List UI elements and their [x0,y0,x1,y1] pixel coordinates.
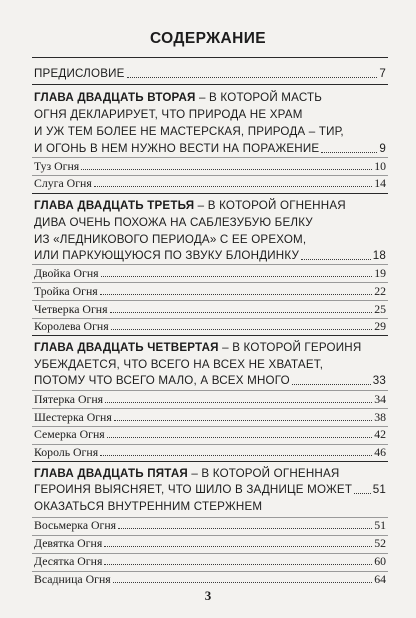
entry-label: Тройка Огня [34,284,98,298]
chapter-desc: И ОГОНЬ В НЕМ НУЖНО ВЕСТИ НА ПОРАЖЕНИЕ [34,142,320,155]
entry-page: 22 [374,284,386,298]
chapter-desc: И УЖ ТЕМ БОЛЕЕ НЕ МАСТЕРСКАЯ, ПРИРОДА – ТИР, [34,125,344,138]
entry-page: 51 [374,518,386,532]
toc-entry[interactable] [34,551,386,568]
dot-leader [101,276,373,277]
entry-label: Двойка Огня [34,266,99,280]
chapter-title: ГЛАВА ДВАДЦАТЬ ВТОРАЯ [34,91,196,104]
entry-label: Всадница Огня [34,572,111,586]
entry-page: 64 [374,572,386,586]
section-rule [32,193,388,194]
toc-entry[interactable] [34,569,386,586]
toc-entry[interactable] [34,156,386,173]
toc-entry[interactable] [34,424,386,441]
entry-page: 33 [372,374,386,387]
entry-label: Десятка Огня [34,554,103,568]
chapter-desc: ИЛИ ПАРКУЮЩУЮСЯ ПО ЗВУКУ БЛОНДИНКУ [34,249,300,262]
toc-entry[interactable] [34,533,386,550]
entry-page: 52 [374,536,386,550]
dot-leader [321,152,377,153]
dot-leader [111,329,373,330]
section-rule [32,335,388,336]
chapter-title: ГЛАВА ДВАДЦАТЬ ПЯТАЯ [34,467,188,480]
entry-label: Семерка Огня [34,427,105,441]
entry-label: Королева Огня [34,319,109,333]
toc-entry[interactable] [34,299,386,316]
entry-label: Туз Огня [34,159,80,173]
section-rule [32,84,388,85]
entry-page: 42 [374,427,386,441]
dot-leader [110,312,373,313]
entry-page: 60 [374,554,386,568]
toc-entry-preface[interactable] [34,64,386,81]
dot-leader [114,420,372,421]
dot-leader [127,77,378,78]
toc-entry-ch24[interactable] [34,371,386,388]
dot-leader [301,259,371,260]
page-title: СОДЕРЖАНИЕ [149,30,267,47]
entry-page: 9 [379,142,386,155]
toc-entry[interactable] [34,515,386,532]
chapter-desc: – В КОТОРОЙ ОГНЕННАЯ [187,467,340,480]
chapter-desc: УБЕЖДАЕТСЯ, ЧТО ВСЕГО НА ВСЕХ НЕ ХВАТАЕТ, [34,358,324,371]
chapter-desc: ДИВА ОЧЕНЬ ПОХОЖА НА САБЛЕЗУБУЮ БЕЛКУ [34,216,313,229]
dot-leader [118,528,372,529]
section-rule [32,461,388,462]
dot-leader [107,437,373,438]
toc-entry-ch22[interactable] [34,139,386,156]
entry-page: 38 [374,410,386,424]
entry-label: Четверка Огня [34,302,108,316]
dot-leader [94,186,372,187]
chapter-desc: ОГНЯ ДЕКЛАРИРУЕТ, ЧТО ПРИРОДА НЕ ХРАМ [34,108,303,121]
chapter-desc: ПОТОМУ ЧТО ВСЕГО МАЛО, А ВСЕХ МНОГО [34,374,290,387]
title-rule [32,57,388,58]
chapter-24-heading[interactable] [34,339,384,373]
toc-entry[interactable] [34,407,386,424]
chapter-desc: ОКАЗАТЬСЯ ВНУТРЕННИМ СТЕРЖНЕМ [34,500,263,513]
entry-label: Король Огня [34,445,99,459]
entry-label: Слуга Огня [34,176,92,190]
dot-leader [81,169,372,170]
entry-page: 51 [372,483,386,496]
entry-page: 25 [374,302,386,316]
dot-leader [113,582,372,583]
entry-page: 18 [372,249,386,262]
toc-entry-ch25[interactable] [34,480,386,497]
chapter-23-heading[interactable] [34,197,384,248]
toc-entry[interactable] [34,263,386,280]
entry-page: 7 [379,67,386,80]
dot-leader [354,493,371,494]
dot-leader [100,294,373,295]
toc-entry[interactable] [34,442,386,459]
chapter-25-desc-end [34,498,384,515]
toc-entry[interactable] [34,389,386,406]
entry-page: 19 [374,266,386,280]
entry-label: Шестерка Огня [34,410,112,424]
entry-label: Пятерка Огня [34,392,104,406]
toc-entry[interactable] [34,281,386,298]
page-number: 3 [204,588,212,603]
toc-entry-ch23[interactable] [34,246,386,263]
entry-page: 46 [374,445,386,459]
entry-page: 34 [374,392,386,406]
dot-leader [100,455,372,456]
entry-label: ПРЕДИСЛОВИЕ [34,67,125,80]
toc-entry[interactable] [34,316,386,333]
chapter-desc: ИЗ «ЛЕДНИКОВОГО ПЕРИОДА» С ЕЕ ОРЕХОМ, [34,233,307,246]
chapter-title: ГЛАВА ДВАДЦАТЬ ТРЕТЬЯ [34,199,195,212]
dot-leader [292,384,371,385]
entry-label: Восьмерка Огня [34,518,117,532]
dot-leader [105,402,372,403]
entry-page: 14 [374,176,386,190]
chapter-22-heading[interactable] [34,89,384,140]
entry-page: 10 [374,159,386,173]
entry-label: Девятка Огня [34,536,103,550]
chapter-desc: ГЕРОИНЯ ВЫЯСНЯЕТ, ЧТО ШИЛО В ЗАДНИЦЕ МОЖЕТ [34,483,353,496]
entry-page: 29 [374,319,386,333]
chapter-desc: – В КОТОРОЙ МАСТЬ [195,91,323,104]
dot-leader [104,564,372,565]
chapter-desc: – В КОТОРОЙ ГЕРОИНЯ [218,341,362,354]
toc-entry[interactable] [34,173,386,190]
chapter-title: ГЛАВА ДВАДЦАТЬ ЧЕТВЕРТАЯ [34,341,219,354]
chapter-desc: – В КОТОРОЙ ОГНЕННАЯ [194,199,346,212]
dot-leader [104,546,372,547]
